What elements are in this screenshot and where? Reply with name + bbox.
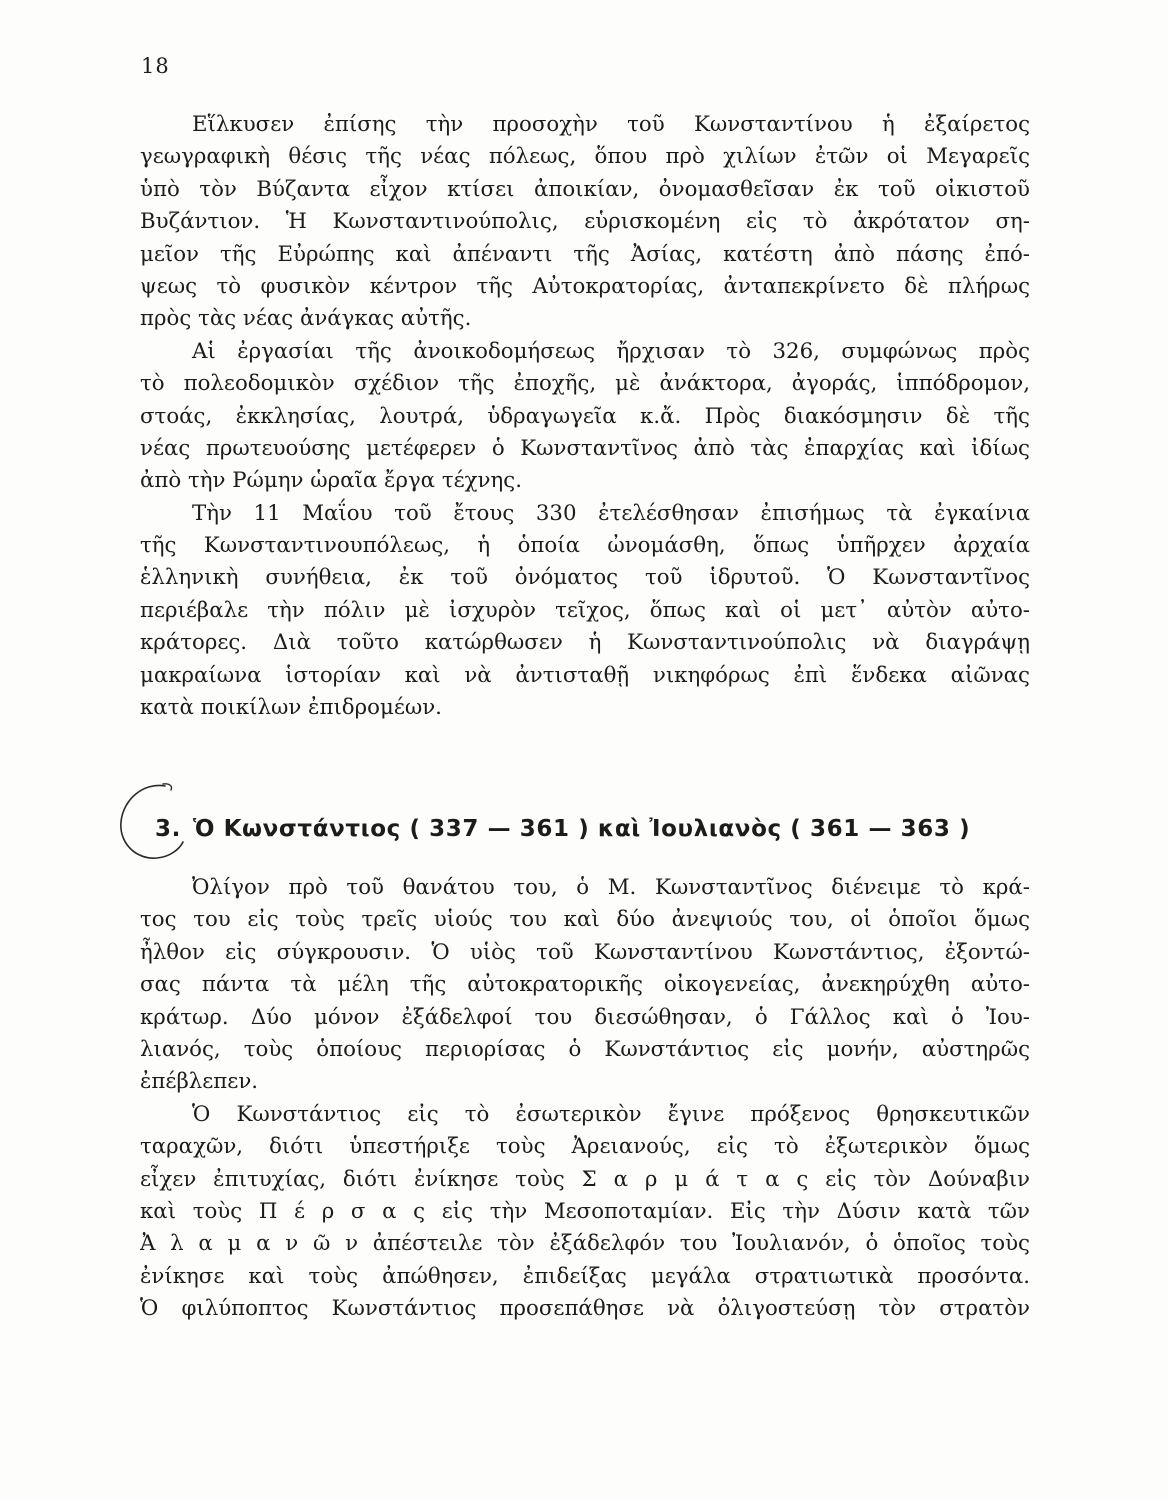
page-number: 18 xyxy=(141,54,170,78)
text-line: Ἀ λ α μ α ν ῶ ν ἀπέστειλε τὸν ἐξάδελφόν του Ἰουλιανόν, ὁ ὁποῖος τοὺς xyxy=(140,1231,1030,1257)
text-line: ἑλληνικὴ συνήθεια, ἐκ τοῦ ὀνόματος τοῦ ἱδρυτοῦ. Ὁ Κωνσταντῖνος xyxy=(140,565,1030,591)
text-line: νέας πρωτευούσης μετέφερεν ὁ Κωνσταντῖνος ἀπὸ τὰς ἐπαρχίας καὶ ἰδίως xyxy=(140,435,1030,461)
text-line: κράτορες. Διὰ τοῦτο κατώρθωσεν ἡ Κωνσταντινούπολις νὰ διαγράψῃ xyxy=(140,630,1030,656)
text-line: ὑπὸ τὸν Βύζαντα εἶχον κτίσει ἀποικίαν, ὀνομασθεῖσαν ἐκ τοῦ οἰκιστοῦ xyxy=(140,176,1030,202)
text-line: στοάς, ἐκκλησίας, λουτρά, ὑδραγωγεῖα κ.ἄ. Πρὸς διακόσμησιν δὲ τῆς xyxy=(140,403,1030,429)
text-line: Ὀλίγον πρὸ τοῦ θανάτου του, ὁ Μ. Κωνσταντῖνος διένειμε τὸ κρά- xyxy=(192,875,1030,900)
text-line: τὸ πολεοδομικὸν σχέδιον τῆς ἐποχῆς, μὲ ἀνάκτορα, ἀγοράς, ἱππόδρομον, xyxy=(140,371,1030,397)
text-line: Ὁ φιλύποπτος Κωνστάντιος προσεπάθησε νὰ ὀλιγοστεύσῃ τὸν στρατὸν xyxy=(140,1296,1030,1322)
text-line: κατὰ ποικίλων ἐπιδρομέων. xyxy=(140,695,442,721)
text-line: ἀπὸ τὴν Ρώμην ὡραῖα ἔργα τέχνης. xyxy=(140,468,522,494)
text-line: τῆς Κωνσταντινουπόλεως, ἡ ὁποία ὠνομάσθη, ὅπως ὑπῆρχεν ἀρχαία xyxy=(140,533,1030,559)
text-block-bottom xyxy=(140,872,1030,1325)
text-line: μεῖον τῆς Εὐρώπης καὶ ἀπέναντι τῆς Ἀσίας, κατέστη ἀπὸ πάσης ἐπό- xyxy=(140,241,1030,267)
text-block-top xyxy=(140,109,1030,724)
text-line: Εἵλκυσεν ἐπίσης τὴν προσοχὴν τοῦ Κωνσταντίνου ἡ ἐξαίρετος xyxy=(192,112,1030,137)
text-line: περιέβαλε τὴν πόλιν μὲ ἰσχυρὸν τεῖχος, ὅπως καὶ οἱ μετ᾽ αὐτὸν αὐτο- xyxy=(140,597,1030,623)
text-line: Αἱ ἐργασίαι τῆς ἀνοικοδομήσεως ἤρχισαν τὸ 326, συμφώνως πρὸς xyxy=(192,338,1030,364)
section-title: Ὁ Κωνστάντιος ( 337 — 361 ) καὶ Ἰουλιανὸς ( 361 — 363 ) xyxy=(192,816,971,842)
text-line: ψεως τὸ φυσικὸν κέντρον τῆς Αὐτοκρατορίας, ἀνταπεκρίνετο δὲ πλήρως xyxy=(140,273,1030,299)
section-heading xyxy=(155,812,1015,846)
text-line: ἐπέβλεπεν. xyxy=(140,1069,259,1095)
text-line: καὶ τοὺς Π έ ρ σ α ς εἰς τὴν Μεσοποταμίαν. Εἰς τὴν Δύσιν κατὰ τῶν xyxy=(140,1198,1030,1224)
text-line: λιανός, τοὺς ὁποίους περιορίσας ὁ Κωνστάντιος εἰς μονήν, αὐστηρῶς xyxy=(140,1036,1030,1062)
text-line: Βυζάντιον. Ἡ Κωνσταντινούπολις, εὑρισκομένη εἰς τὸ ἀκρότατον ση- xyxy=(140,209,1030,235)
text-line: σας πάντα τὰ μέλη τῆς αὐτοκρατορικῆς οἰκογενείας, ἀνεκηρύχθη αὐτο- xyxy=(140,972,1030,998)
text-line: εἶχεν ἐπιτυχίας, διότι ἐνίκησε τοὺς Σ α ρ μ ά τ α ς εἰς τὸν Δούναβιν xyxy=(140,1166,1030,1192)
text-line: κράτωρ. Δύο μόνον ἐξάδελφοί του διεσώθησαν, ὁ Γάλλος καὶ ὁ Ἰου- xyxy=(140,1004,1030,1030)
text-line: μακραίωνα ἱστορίαν καὶ νὰ ἀντισταθῇ νικηφόρως ἐπὶ ἕνδεκα αἰῶνας xyxy=(140,662,1030,688)
text-line: πρὸς τὰς νέας ἀνάγκας αὐτῆς. xyxy=(140,306,472,332)
text-line: ταραχῶν, διότι ὑπεστήριξε τοὺς Ἀρειανούς, εἰς τὸ ἐξωτερικὸν ὅμως xyxy=(140,1134,1030,1160)
text-line: γεωγραφικὴ θέσις τῆς νέας πόλεως, ὅπου πρὸ χιλίων ἐτῶν οἱ Μεγαρεῖς xyxy=(140,144,1030,170)
text-line: ἦλθον εἰς σύγκρουσιν. Ὁ υἱὸς τοῦ Κωνσταντίνου Κωνστάντιος, ἐξοντώ- xyxy=(140,939,1030,965)
text-line: Τὴν 11 Μαΐου τοῦ ἔτους 330 ἐτελέσθησαν ἐπισήμως τὰ ἐγκαίνια xyxy=(192,500,1030,526)
text-line: Ὁ Κωνστάντιος εἰς τὸ ἐσωτερικὸν ἔγινε πρόξενος θρησκευτικῶν xyxy=(192,1101,1030,1127)
section-number: 3. xyxy=(155,816,181,842)
text-line: τος του εἰς τοὺς τρεῖς υἱούς του καὶ δύο ἀνεψιούς του, οἱ ὁποῖοι ὅμως xyxy=(140,907,1030,933)
text-line: ἐνίκησε καὶ τοὺς ἀπώθησεν, ἐπιδείξας μεγάλα στρατιωτικὰ προσόντα. xyxy=(140,1263,1030,1289)
